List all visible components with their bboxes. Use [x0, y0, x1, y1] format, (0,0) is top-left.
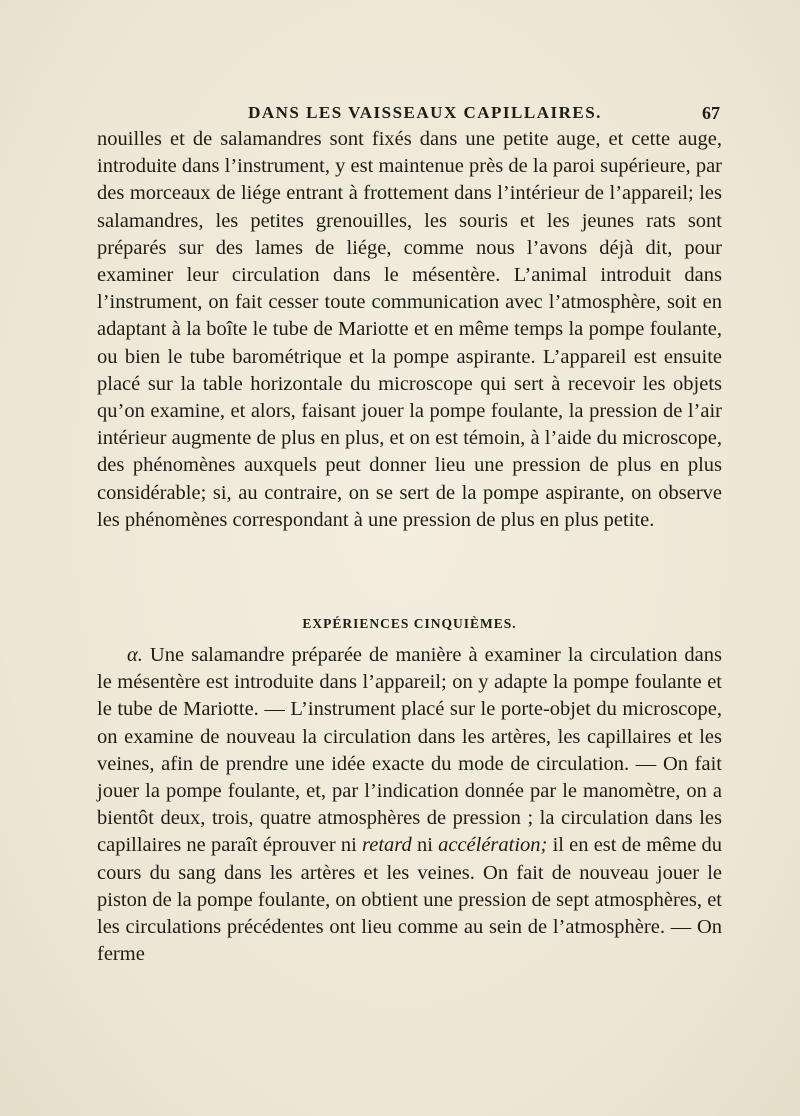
- running-title: DANS LES VAISSEAUX CAPILLAIRES.: [248, 103, 602, 122]
- italic-term-retard: retard: [362, 834, 412, 857]
- paragraph-2-text-c: il en est de même du cours du sang dans les artères et les veines. On fait de nouveau jouer le piston de la pompe foulante, on obtient une pression de sept atmosphères, et les circulations précédentes ont lieu comme au sein de l’atmosphère. — On ferme: [97, 834, 723, 966]
- paragraph-marker: α.: [127, 644, 143, 666]
- paragraph-2-text-a: Une salamandre préparée de manière à examiner la circulation dans le mésentère est introduite dans l’appareil; on y adapte la pompe foulante et le tube de Mariotte. — L’instrument placé sur le porte-objet du microscope, on examine de nouveau la circulation dans les artères, les capillaires et les veines, afin de prendre une idée exacte du mode de circulation. — On fait jouer la pompe foulante, et, par l’indication donnée par le manomètre, on a bientôt deux, trois, quatre atmosphères de pression ; la circulation dans les capillaires ne paraît éprouver ni: [97, 644, 722, 857]
- paragraph-2: [97, 642, 722, 968]
- page-number: 67: [702, 103, 720, 123]
- paragraph-1: nouilles et de salamandres sont fixés dans une petite auge, et cette auge, introduite dans l’instrument, y est maintenue près de la paroi supérieure, par des morceaux de liége entrant à frottement dans l’intérieur de l’appareil; les salamandres, les petites grenouilles, les souris et les jeunes rats sont préparés sur des lames de liége, comme nous l’avons déjà dit, pour examiner leur circulation dans le mésentère. L’animal introduit dans l’instrument, on fait cesser toute communication avec l’atmosphère, soit en adaptant à la boîte le tube de Mariotte et en même temps la pompe foulante, ou bien le tube barométrique et la pompe aspirante. L’appareil est ensuite placé sur la table horizontale du microscope qui sert à recevoir les objets qu’on examine, et alors, faisant jouer la pompe foulante, la pression de l’air intérieur augmente de plus en plus, et on est témoin, à l’aide du microscope, des phénomènes auxquels peut donner lieu une pression de plus en plus considérable; si, au contraire, on se sert de la pompe aspirante, on observe les phénomènes correspondant à une pression de plus en plus petite.: [97, 128, 722, 531]
- italic-term-acceleration: accélération;: [438, 834, 548, 857]
- running-head: [130, 103, 720, 127]
- paragraph-2-text-b: ni: [411, 834, 439, 857]
- section-heading: EXPÉRIENCES CINQUIÈMES.: [302, 616, 517, 631]
